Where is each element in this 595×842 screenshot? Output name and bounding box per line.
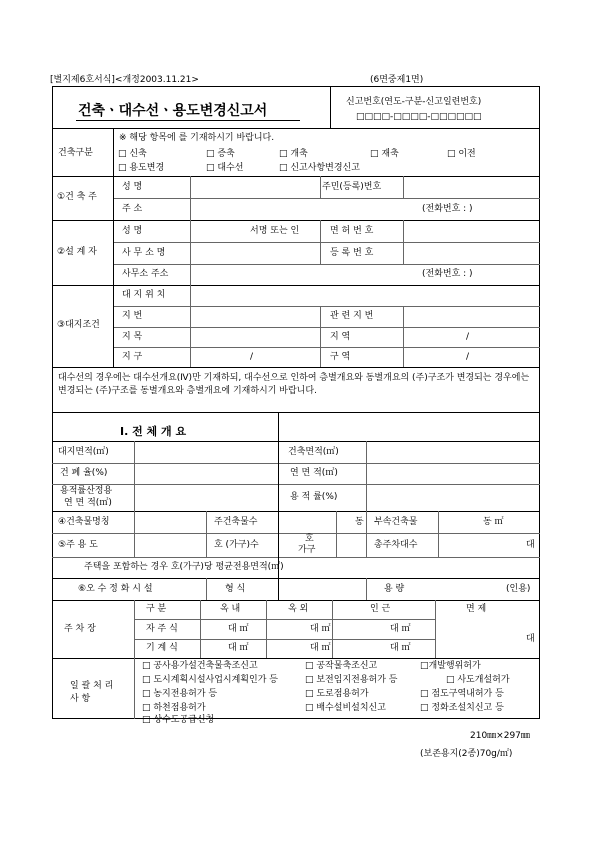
report-no-label: 신고번호(연도-구분-신고일련번호): [346, 97, 482, 107]
ho-label: 호: [305, 534, 314, 544]
site-zone-label: 지 역: [330, 332, 351, 342]
parking-col-near: 인 근: [370, 604, 391, 614]
far-label: 용 적 률(%): [290, 492, 338, 502]
parking-total-unit: 대: [526, 540, 535, 550]
households-label: 호 (가구)수: [214, 540, 259, 550]
parking-col-outdoor: 옥 외: [288, 604, 309, 614]
designer-phone-label: (전화번호 : ): [422, 269, 473, 279]
far-area-label-2: 연 면 적(㎡): [64, 498, 112, 508]
parking-total-label: 총주차대수: [374, 540, 418, 550]
sewage-label: ⑥오 수 정 화 시 설: [78, 584, 153, 594]
batch-item[interactable]: □ 도로점용허가: [305, 689, 369, 699]
parking-col-div: 구 분: [146, 604, 167, 614]
paper-size: 210㎜×297㎜: [470, 731, 530, 741]
site-district-label: 지 구: [122, 352, 143, 362]
sewage-unit: (인용): [506, 584, 531, 594]
site-lotno-label: 지 번: [122, 311, 143, 321]
designer-office-address-label: 사무소 주소: [122, 269, 169, 279]
parking-col-exempt: 면 제: [466, 604, 487, 614]
option-change-report[interactable]: □ 신고사항변경신고: [279, 163, 360, 173]
paper-spec: (보존용지(2종)70g/㎡): [420, 749, 513, 759]
far-area-label-1: 용적률산정용: [60, 486, 113, 496]
bldg-name-label: ④건축물명칭: [58, 517, 110, 527]
option-relocate[interactable]: □ 이전: [447, 149, 476, 159]
parking-cell: 대 ㎡: [228, 643, 249, 653]
batch-label-1: 일 괄 처 리: [70, 681, 114, 691]
owner-address-label: 주 소: [122, 204, 143, 214]
option-use-change[interactable]: □ 용도변경: [118, 163, 165, 173]
coverage-label: 건 폐 율(%): [60, 468, 108, 478]
parking-cell: 대 ㎡: [390, 624, 411, 634]
build-type-instruction: ※ 해당 항목에 를 기재하시기 바랍니다.: [119, 133, 275, 143]
owner-rrn-label: 주민(등록)번호: [322, 182, 382, 192]
floor-area-label: 연 면 적(㎡): [290, 468, 338, 478]
option-reconstruct[interactable]: □ 재축: [370, 149, 399, 159]
site-location-label: 대 지 위 치: [122, 290, 166, 300]
site-category-label: 지 목: [122, 332, 143, 342]
batch-item[interactable]: □ 공작물축조신고: [305, 661, 378, 671]
annex-unit: 동 ㎡: [483, 517, 504, 527]
owner-label: ①건 축 주: [57, 192, 97, 202]
main-bldg-count-label: 주건축물수: [214, 517, 258, 527]
parking-col-indoor: 옥 내: [220, 604, 241, 614]
repair-note: 대수선의 경우에는 대수선개요(Ⅳ)만 기재하되, 대수선으로 인하여 층별개요와 동별개요의 (주)구조가 변경되는 경우에는 변경되는 (주)구조를 동별개요와 층별개요에 기재하시기 바랍니다.: [58, 373, 530, 396]
designer-name-label: 성 명: [122, 226, 143, 236]
option-major-repair[interactable]: □ 대수선: [206, 163, 244, 173]
batch-item[interactable]: □ 정화조설치신고 등: [420, 703, 504, 713]
batch-label-2: 사 항: [70, 694, 91, 704]
batch-item[interactable]: □ 도시계획시설사업시계획인가 등: [142, 675, 278, 685]
parking-cell: 대 ㎡: [228, 624, 249, 634]
parking-label: 주 차 장: [64, 624, 96, 634]
report-no-mask: □□□□-□□□□-□□□□□□: [356, 112, 482, 122]
site-district-slash: /: [250, 352, 254, 362]
sewage-type-label: 형 식: [225, 584, 246, 594]
batch-item[interactable]: □ 상수도공급신청: [142, 715, 215, 725]
designer-office-label: 사 무 소 명: [122, 248, 166, 258]
batch-item[interactable]: □개발행위허가: [420, 661, 481, 671]
option-new[interactable]: □ 신축: [118, 149, 147, 159]
main-bldg-dong: 동: [355, 517, 364, 527]
batch-item[interactable]: □ 배수설비설치신고: [305, 703, 386, 713]
batch-item[interactable]: □ 하천점용허가: [142, 703, 206, 713]
batch-item[interactable]: □ 공사용가설건축물축조신고: [142, 661, 258, 671]
designer-license-label: 면 허 번 호: [330, 226, 374, 236]
site-area-slash: /: [466, 352, 470, 362]
parking-exempt-unit: 대: [526, 634, 535, 644]
use-label: ⑤주 용 도: [58, 540, 98, 550]
option-extend[interactable]: □ 증축: [206, 149, 235, 159]
site-area-label: 구 역: [330, 352, 351, 362]
site-label: ③대지조건: [57, 320, 100, 330]
parking-cell: 대 ㎡: [390, 643, 411, 653]
parking-cell: 대 ㎡: [310, 643, 331, 653]
site-area-label: 대지면적(㎡): [58, 447, 109, 457]
building-area-label: 건축면적(㎡): [288, 447, 339, 457]
gagu-label: 가구: [298, 545, 316, 555]
avg-area-label: 주택을 포함하는 경우 호(가구)당 평균전용면적(㎡): [84, 562, 284, 572]
form-code: [별지제6호서식]<개정2003.11.21>: [50, 75, 199, 85]
batch-item[interactable]: □ 점도구역내허가 등: [420, 689, 504, 699]
overview-title: Ⅰ. 전 체 개 요: [120, 425, 187, 438]
form-title: 건축ㆍ대수선ㆍ용도변경신고서: [78, 103, 268, 119]
site-related-lot-label: 관 련 지 번: [330, 311, 374, 321]
designer-regno-label: 등 록 번 호: [330, 248, 374, 258]
batch-item[interactable]: □ 보전임지전용허가 등: [305, 675, 398, 685]
page-info: (6면중제1면): [370, 75, 424, 85]
annex-label: 부속건축물: [374, 517, 418, 527]
sewage-capacity-label: 용 량: [384, 584, 405, 594]
owner-name-label: 성 명: [122, 182, 143, 192]
option-rebuild[interactable]: □ 개축: [279, 149, 308, 159]
owner-phone-label: (전화번호 : ): [422, 204, 473, 214]
build-type-label: 건축구분: [58, 148, 93, 158]
site-zone-slash: /: [466, 332, 470, 342]
parking-row-mech: 기 계 식: [146, 643, 178, 653]
designer-label: ②설 계 자: [57, 247, 97, 257]
batch-item[interactable]: □ 사도개설허가: [446, 675, 510, 685]
designer-sign-label: 서명 또는 인: [250, 226, 300, 236]
parking-cell: 대 ㎡: [310, 624, 331, 634]
parking-row-self: 자 주 식: [146, 624, 178, 634]
batch-item[interactable]: □ 농지전용허가 등: [142, 689, 218, 699]
